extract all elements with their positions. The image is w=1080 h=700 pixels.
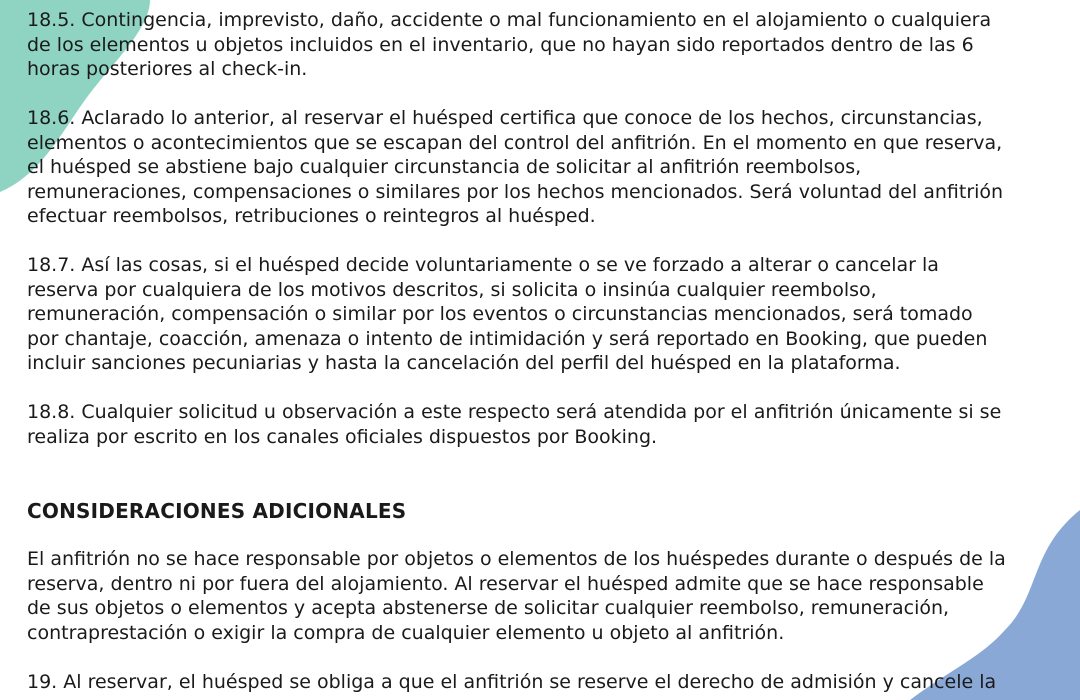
text-line: incluir sanciones pecuniarias y hasta la cancelación del perfil del huésped en la plataforma. [27, 352, 901, 374]
text-line: contraprestación o exigir la compra de cualquier elemento u objeto al anfitrión. [27, 621, 785, 644]
clause-18-6 [27, 106, 1067, 229]
text-line: horas posteriores al check-in. [27, 58, 308, 80]
clause-18-8 [27, 400, 1067, 449]
clause-18-7 [27, 253, 1067, 376]
text-line: de sus objetos o elementos y acepta abstenerse de solicitar cualquier reembolso, remuneración, [27, 597, 950, 619]
text-line: 18.7. Así las cosas, si el huésped decide voluntariamente o se ve forzado a alterar o cancelar la [27, 254, 939, 276]
text-line: 19. Al reservar, el huésped se obliga a que el anfitrión se reserve el derecho de admisión y cancele la [27, 670, 997, 693]
text-line: elementos o acontecimientos que se escapan del control del anfitrión. En el momento en que reserva, [27, 131, 1003, 154]
text-line: remuneración, compensación o similar por los eventos o circunstancias mencionados, será tomado [27, 303, 973, 325]
text-line: 18.5. Contingencia, imprevisto, daño, accidente o mal funcionamiento en el alojamiento o cualquiera [27, 9, 992, 31]
text-line: reserva, dentro ni por fuera del alojamiento. Al reservar el huésped admite que se hace responsable [27, 572, 984, 595]
clause-19 [27, 670, 1067, 695]
text-line: remuneraciones, compensaciones o similares por los hechos mencionados. Será voluntad del anfitrión [27, 180, 1004, 203]
text-line: efectuar reembolsos, retribuciones o reintegros al huésped. [27, 205, 596, 227]
text-line: reserva por cualquiera de los motivos descritos, si solicita o insinúa cualquier reembolso, [27, 278, 877, 301]
section-heading: CONSIDERACIONES ADICIONALES [27, 499, 407, 523]
text-line: por chantaje, coacción, amenaza o intento de intimidación y será reportado en Booking, que pueden [27, 327, 988, 350]
document-body [27, 8, 1067, 694]
clause-18-5 [27, 8, 1067, 82]
text-line: El anfitrión no se hace responsable por objetos o elementos de los huéspedes durante o después de la [27, 548, 1006, 570]
text-line: de los elementos u objetos incluidos en el inventario, que no hayan sido reportados dentro de las 6 [27, 33, 974, 56]
text-line: 18.6. Aclarado lo anterior, al reservar el huésped certifica que conoce de los hechos, circunstancias, [27, 107, 983, 129]
text-line: realiza por escrito en los canales oficiales dispuestos por Booking. [27, 425, 658, 448]
additional-considerations-paragraph [27, 547, 1067, 645]
text-line: el huésped se abstiene bajo cualquier circunstancia de solicitar al anfitrión reembolsos, [27, 156, 862, 178]
text-line: 18.8. Cualquier solicitud u observación a este respecto será atendida por el anfitrión únicamente si se [27, 401, 1002, 423]
